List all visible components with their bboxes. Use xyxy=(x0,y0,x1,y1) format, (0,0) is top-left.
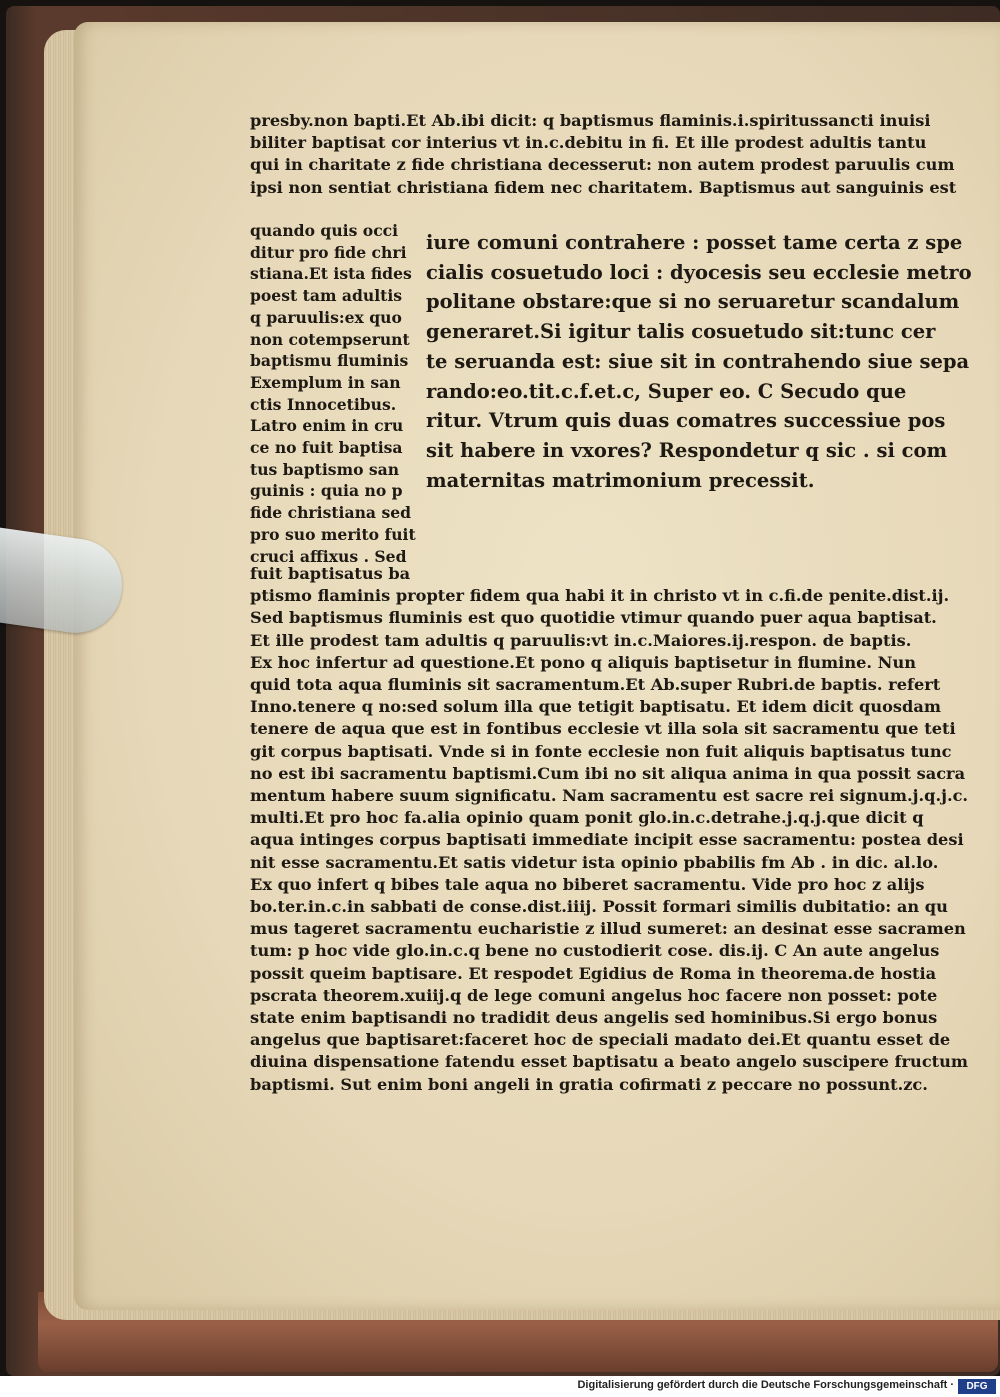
main-text-line: iure comuni contrahere : posset tame certa z spe xyxy=(426,231,963,254)
gloss-line: ctis Innocetibus. xyxy=(250,394,397,414)
gloss-line: baptismu fluminis xyxy=(250,351,409,371)
text-line: mentum habere suum significatu. Nam sacramentu est sacre rei signum.j.q.j.c. xyxy=(250,786,969,806)
text-line: mus tageret sacramentu eucharistie z illud sumeret: an desinat esse sacramen xyxy=(250,919,966,939)
top-text-block xyxy=(250,110,957,199)
gloss-line: stiana.Et ista fides xyxy=(250,264,412,284)
text-line: Sed baptismus fluminis est quo quotidie vtimur quando puer aqua baptisat. xyxy=(250,608,937,628)
text-line: possit queim baptisare. Et respodet Egidius de Roma in theorema.de hostia xyxy=(250,963,937,983)
gloss-line: non cotempserunt xyxy=(250,329,410,349)
main-text-line: te seruanda est: siue sit in contrahendo siue sepa xyxy=(426,349,970,373)
main-text-line: cialis cosuetudo loci : dyocesis seu ecclesie metro xyxy=(426,260,972,284)
gloss-line: poest tam adultis xyxy=(250,286,403,306)
gloss-line: quando quis occi xyxy=(250,221,399,240)
text-line: ipsi non sentiat christiana fidem nec charitatem. Baptismus aut sanguinis est xyxy=(250,177,957,197)
text-line: fuit baptisatus ba xyxy=(250,564,411,583)
text-line: tenere de aqua que est in fontibus ecclesie vt illa sola sit sacramentu que teti xyxy=(250,719,956,739)
text-line: Ex hoc infertur ad questione.Et pono q aliquis baptisetur in flumine. Nun xyxy=(250,652,916,672)
text-line: qui in charitate z fide christiana decesserut: non autem prodest paruulis cum xyxy=(250,155,955,175)
text-line: Et ille prodest tam adultis q paruulis:vt in.c.Maiores.ij.respon. de baptis. xyxy=(250,630,912,650)
gloss-line: ditur pro fide chri xyxy=(250,242,407,262)
gloss-line: tus baptismo san xyxy=(250,459,400,479)
bottom-text-block xyxy=(250,563,969,1096)
text-line: biliter baptisat cor interius vt in.c.debitu in fi. Et ille prodest adultis tantu xyxy=(250,133,927,153)
text-line: state enim baptisandi no tradidit deus angelis sed hominibus.Si ergo bonus xyxy=(250,1008,938,1028)
gloss-line: ce no fuit baptisa xyxy=(250,438,403,458)
gloss-line: q paruulis:ex quo xyxy=(250,307,402,327)
main-text-line: sit habere in vxores? Respondetur q sic . si com xyxy=(426,438,948,462)
text-line: Inno.tenere q no:sed solum illa que tetigit baptisatu. Et idem dicit quosdam xyxy=(250,697,941,717)
gloss-line: Exemplum in san xyxy=(250,372,401,392)
text-line: no est ibi sacramentu baptismi.Cum ibi no sit aliqua anima in qua possit sacra xyxy=(250,763,966,783)
right-column-main-text xyxy=(426,228,972,495)
gloss-line: cruci affixus . Sed xyxy=(250,546,407,566)
main-text-line: ritur. Vtrum quis duas comatres successiue pos xyxy=(426,409,946,433)
text-line: multi.Et pro hoc fa.alia opinio quam ponit glo.in.c.detrahe.j.q.j.que dicit q xyxy=(250,808,924,828)
text-line: baptismi. Sut enim boni angeli in gratia cofirmati z peccare no possunt.zc. xyxy=(250,1074,928,1094)
main-text-line: maternitas matrimonium precessit. xyxy=(426,468,815,492)
text-line: angelus que baptisaret:faceret hoc de speciali madato dei.Et quantu esset de xyxy=(250,1030,951,1050)
text-line: quid tota aqua fluminis sit sacramentum.Et Ab.super Rubri.de baptis. refert xyxy=(250,675,941,695)
footer-credit: Digitalisierung gefördert durch die Deutsche Forschungsgemeinschaft · xyxy=(577,1379,954,1391)
gloss-line: pro suo merito fuit xyxy=(250,524,416,544)
gloss-line: Latro enim in cru xyxy=(250,416,404,436)
text-line: bo.ter.in.c.in sabbati de conse.dist.iiij. Possit formari similis dubitatio: an qu xyxy=(250,897,948,917)
text-line: aqua intinges corpus baptisati immediate incipit esse sacramentu: postea desi xyxy=(250,830,964,850)
text-line: git corpus baptisati. Vnde si in fonte ecclesie non fuit aliquis baptisatus tunc xyxy=(250,741,952,761)
dfg-logo: DFG xyxy=(958,1379,996,1394)
left-column-gloss xyxy=(250,220,426,567)
main-text-line: generaret.Si igitur talis cosuetudo sit:tunc cer xyxy=(426,320,936,344)
gloss-line: fide christiana sed xyxy=(250,503,412,523)
text-line: nit esse sacramentu.Et satis videtur ista opinio pbabilis fm Ab . in dic. al.lo. xyxy=(250,852,939,872)
text-line: presby.non bapti.Et Ab.ibi dicit: q baptismus flaminis.i.spiritussancti inuisi xyxy=(250,111,931,130)
gloss-line: guinis : quia no p xyxy=(250,481,403,501)
main-text-line: rando:eo.tit.c.f.et.c, Super eo. C Secudo que xyxy=(426,379,907,403)
text-line: ptismo flaminis propter fidem qua habi it in christo vt in c.fi.de penite.dist.ij. xyxy=(250,586,950,606)
text-line: Ex quo infert q bibes tale aqua no biberet sacramentu. Vide pro hoc z alijs xyxy=(250,874,925,894)
text-line: diuina dispensatione fatendu esset baptisatu a beato angelo suscipere fructum xyxy=(250,1052,969,1072)
text-line: tum: p hoc vide glo.in.c.q bene no custodierit cose. dis.ij. C An aute angelus xyxy=(250,941,940,961)
main-text-line: politane obstare:que si no seruaretur scandalum xyxy=(426,290,960,314)
text-line: pscrata theorem.xuiij.q de lege comuni angelus hoc facere non posset: pote xyxy=(250,985,938,1005)
